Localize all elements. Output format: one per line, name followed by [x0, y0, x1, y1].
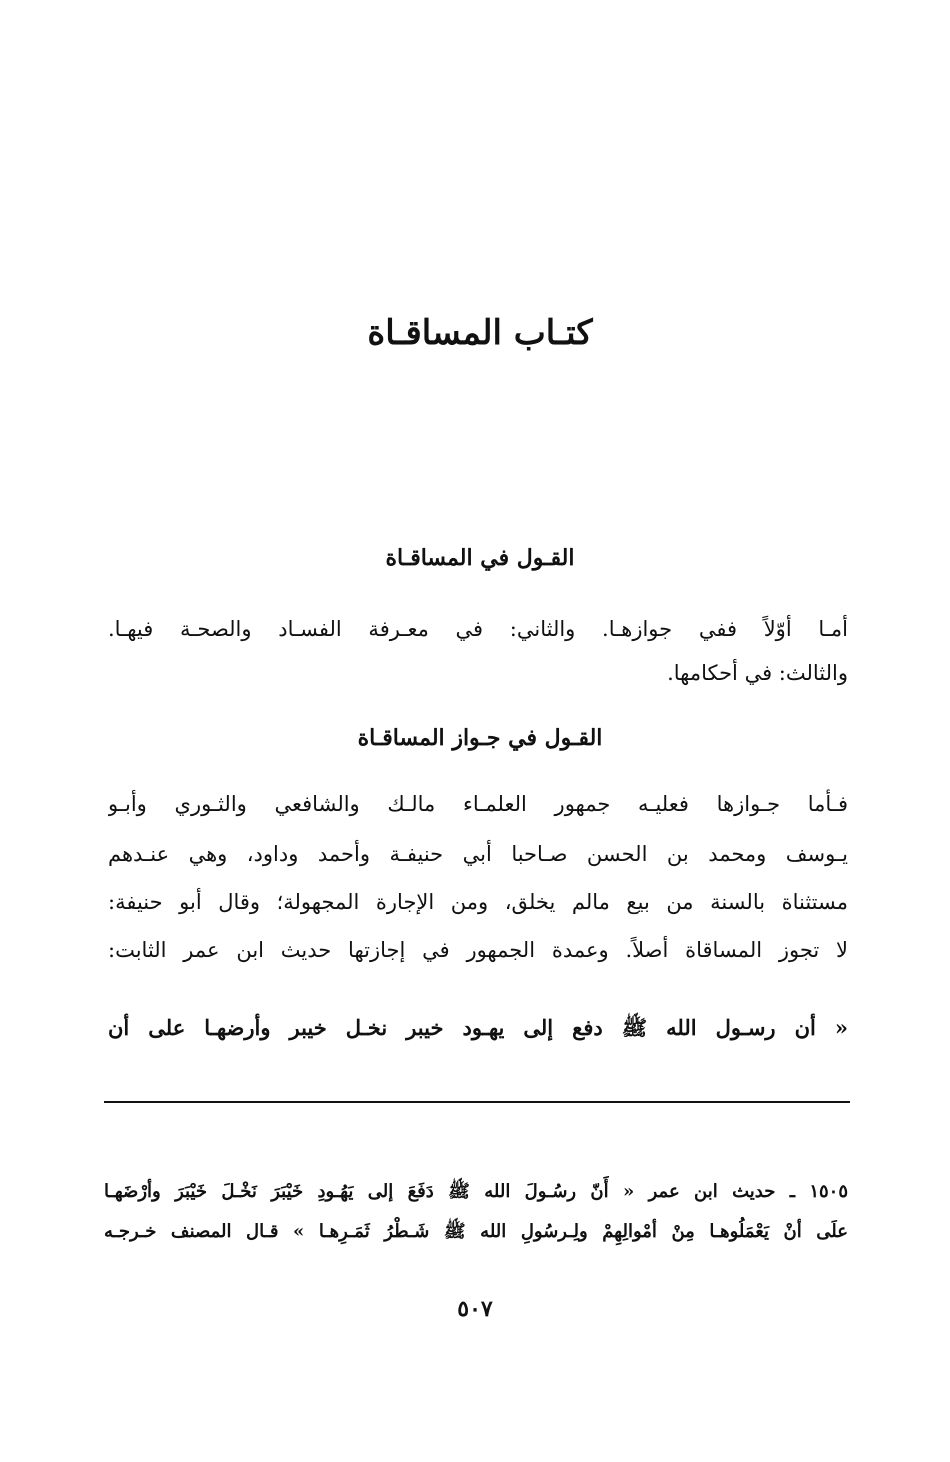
footnote-line: ١٥٠٥ ـ حديث ابن عمر « أَنّ رسُـولَ الله ﷺ دَفَعَ إلى يَهُـودِ خَيْبَرَ نَخْـلَ خَيْبَرَ وأرْضَهـا [104, 1181, 848, 1202]
paragraph-line: مستثناة بالسنة من بيع مالم يخلق، ومن الإجارة المجهولة؛ وقال أبو حنيفة: [108, 890, 848, 914]
chapter-title: كتـاب المساقـاة [367, 313, 593, 353]
paragraph-line: يـوسف ومحمد بن الحسن صـاحبا أبي حنيفـة وأحمد وداود، وهي عنـدهم [108, 842, 848, 866]
paragraph-line: والثالث: في أحكامها. [667, 661, 848, 685]
paragraph-line: فـأما جـوازها فعليـه جمهور العلمـاء مالـك والشافعي والثـوري وأبـو [108, 792, 848, 816]
hadith-quote-line: « أن رسـول الله ﷺ دفع إلى يهـود خيبر نخـل خيبر وأرضهـا على أن [108, 1015, 848, 1040]
footnote-line: علَى أنْ يَعْمَلُوهـا مِنْ أمْوالِهِمْ ولِـرسُولِ الله ﷺ شَـطْرُ ثَمَـرِهـا » قـال المصنف خـرجـه [104, 1221, 848, 1242]
section-heading-permissibility: القـول في جـواز المساقـاة [357, 725, 603, 751]
paragraph-line: لا تجوز المساقاة أصلاً. وعمدة الجمهور في إجازتها حديث ابن عمر الثابت: [108, 938, 848, 962]
section-heading-musaqat: القـول في المساقـاة [385, 545, 575, 571]
paragraph-line: أمـا أوّلاً ففي جوازهـا. والثاني: في معـرفة الفسـاد والصحـة فيهـا. [108, 617, 848, 641]
page-number: ٥٠٧ [457, 1296, 493, 1322]
footnote-divider [104, 1101, 850, 1103]
